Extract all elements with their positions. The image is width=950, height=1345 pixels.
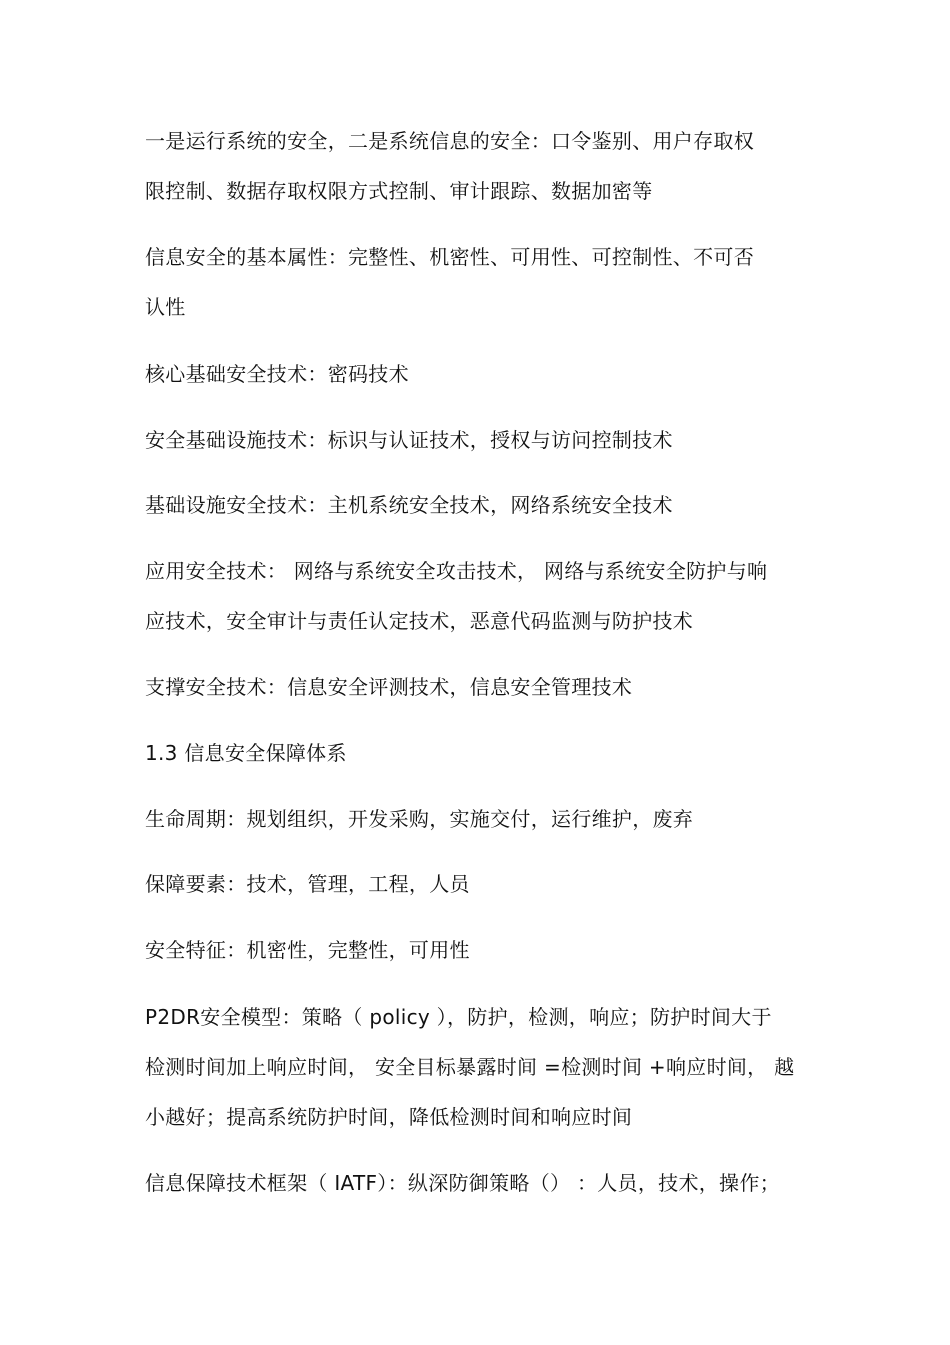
text-line-8: 应用安全技术： 网络与系统安全攻击技术， 网络与系统安全防护与响	[145, 559, 768, 583]
text-line-16: 检测时间加上响应时间， 安全目标暴露时间 =检测时间 +响应时间， 越	[145, 1055, 795, 1079]
text-line-10: 支撑安全技术：信息安全评测技术，信息安全管理技术	[145, 675, 633, 699]
text-line-7: 基础设施安全技术：主机系统安全技术，网络系统安全技术	[145, 493, 673, 517]
text-line-1: 一是运行系统的安全，二是系统信息的安全：口令鉴别、用户存取权	[145, 129, 754, 153]
text-line-15: P2DR安全模型：策略（ policy ），防护，检测，响应；防护时间大于	[145, 1005, 772, 1029]
section-heading: 1.3 信息安全保障体系	[145, 741, 347, 765]
text-line-12: 生命周期：规划组织，开发采购，实施交付，运行维护，废弃	[145, 807, 694, 831]
text-line-17: 小越好；提高系统防护时间，降低检测时间和响应时间	[145, 1105, 633, 1129]
text-line-13: 保障要素：技术，管理，工程，人员	[145, 872, 470, 896]
text-line-4: 认性	[145, 295, 186, 319]
text-line-18: 信息保障技术框架（ IATF）：纵深防御策略（） ：人员，技术，操作；	[145, 1171, 780, 1195]
text-line-2: 限控制、数据存取权限方式控制、审计跟踪、数据加密等	[145, 179, 653, 203]
text-line-14: 安全特征：机密性，完整性，可用性	[145, 938, 470, 962]
text-line-6: 安全基础设施技术：标识与认证技术，授权与访问控制技术	[145, 428, 673, 452]
text-line-3: 信息安全的基本属性：完整性、机密性、可用性、可控制性、不可否	[145, 245, 754, 269]
text-line-9: 应技术，安全审计与责任认定技术，恶意代码监测与防护技术	[145, 609, 694, 633]
text-line-5: 核心基础安全技术：密码技术	[145, 362, 409, 386]
